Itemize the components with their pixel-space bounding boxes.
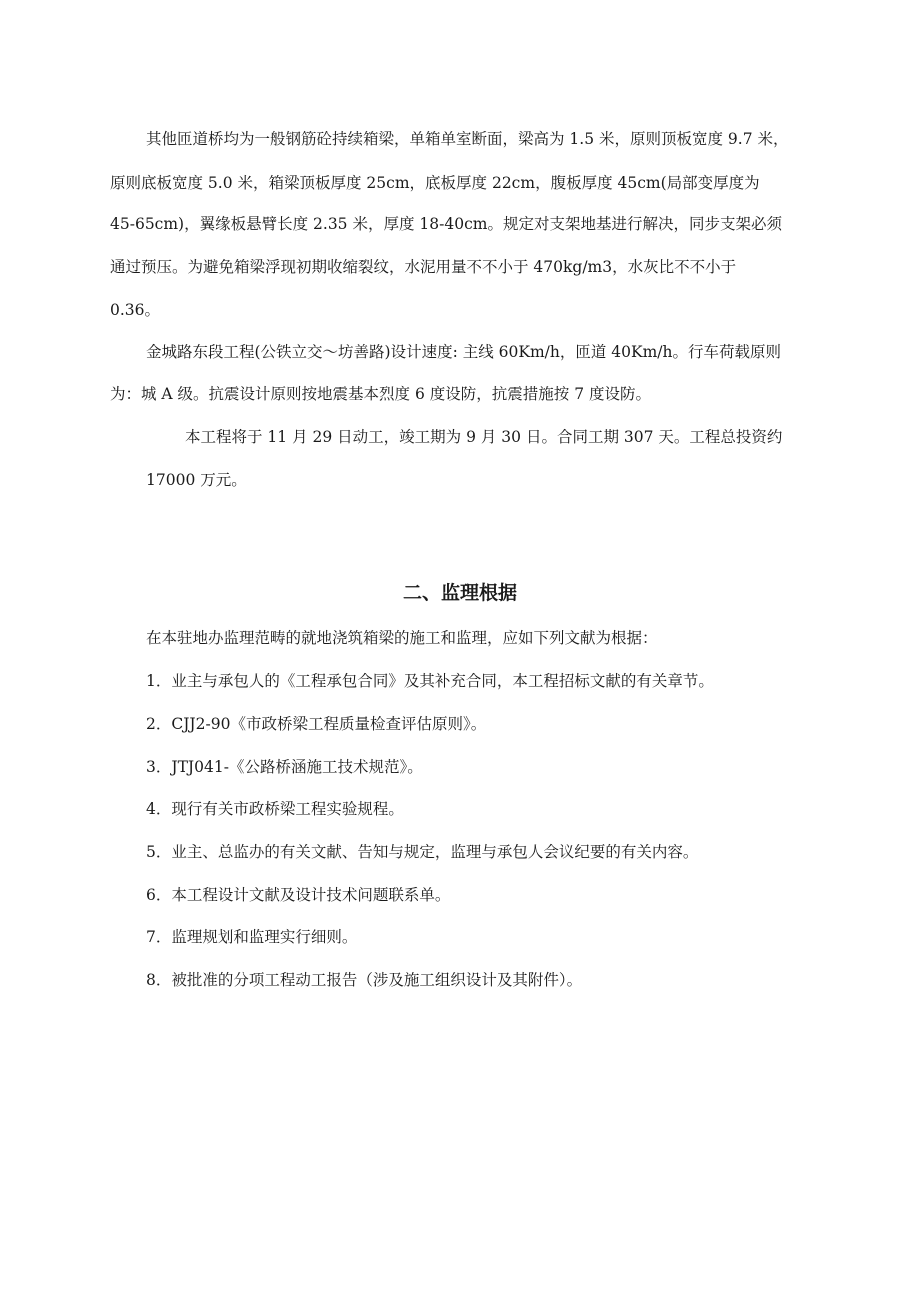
list-item: 6．本工程设计文献及设计技术问题联系单。 (146, 886, 451, 904)
paragraph-line: 为：城 A 级。抗震设计原则按地震基本烈度 6 度设防，抗震措施按 7 度设防。 (110, 385, 651, 403)
paragraph-line: 金城路东段工程(公铁立交～坊善路)设计速度: 主线 60Km/h，匝道 40Km/h。行车荷载原则 (146, 343, 782, 361)
list-item: 3．JTJ041-《公路桥涵施工技术规范》。 (146, 758, 423, 776)
list-item: 5．业主、总监办的有关文献、告知与规定，监理与承包人会议纪要的有关内容。 (146, 843, 699, 861)
list-item: 7．监理规划和监理实行细则。 (146, 928, 358, 946)
paragraph-line: 45-65cm)，翼缘板悬臂长度 2.35 米，厚度 18-40cm。规定对支架地基进行解决，同步支架必须 (110, 215, 782, 233)
list-item: 2．CJJ2-90《市政桥梁工程质量检查评估原则》。 (146, 715, 487, 733)
section-heading: 二、监理根据 (402, 582, 517, 604)
list-item: 8．被批准的分项工程动工报告（涉及施工组织设计及其附件）。 (146, 971, 583, 989)
paragraph-line: 0.36。 (110, 301, 161, 319)
paragraph-line: 其他匝道桥均为一般钢筋砼持续箱梁，单箱单室断面，梁高为 1.5 米，原则顶板宽度 9.7 米， (146, 130, 789, 148)
section-lead: 在本驻地办监理范畴的就地浇筑箱梁的施工和监理，应如下列文献为根据： (146, 629, 658, 647)
paragraph-line: 通过预压。为避免箱梁浮现初期收缩裂纹，水泥用量不不小于 470kg/m3，水灰比不不小于 (110, 258, 737, 276)
list-item: 1．业主与承包人的《工程承包合同》及其补充合同，本工程招标文献的有关章节。 (146, 672, 714, 690)
paragraph-line: 原则底板宽度 5.0 米，箱梁顶板厚度 25cm，底板厚度 22cm，腹板厚度 45cm(局部变厚度为 (110, 174, 760, 192)
paragraph-line: 17000 万元。 (146, 471, 247, 489)
list-item: 4．现行有关市政桥梁工程实验规程。 (146, 800, 404, 818)
paragraph-line: 本工程将于 11 月 29 日动工，竣工期为 9 月 30 日。合同工期 307 天。工程总投资约 (185, 428, 783, 446)
